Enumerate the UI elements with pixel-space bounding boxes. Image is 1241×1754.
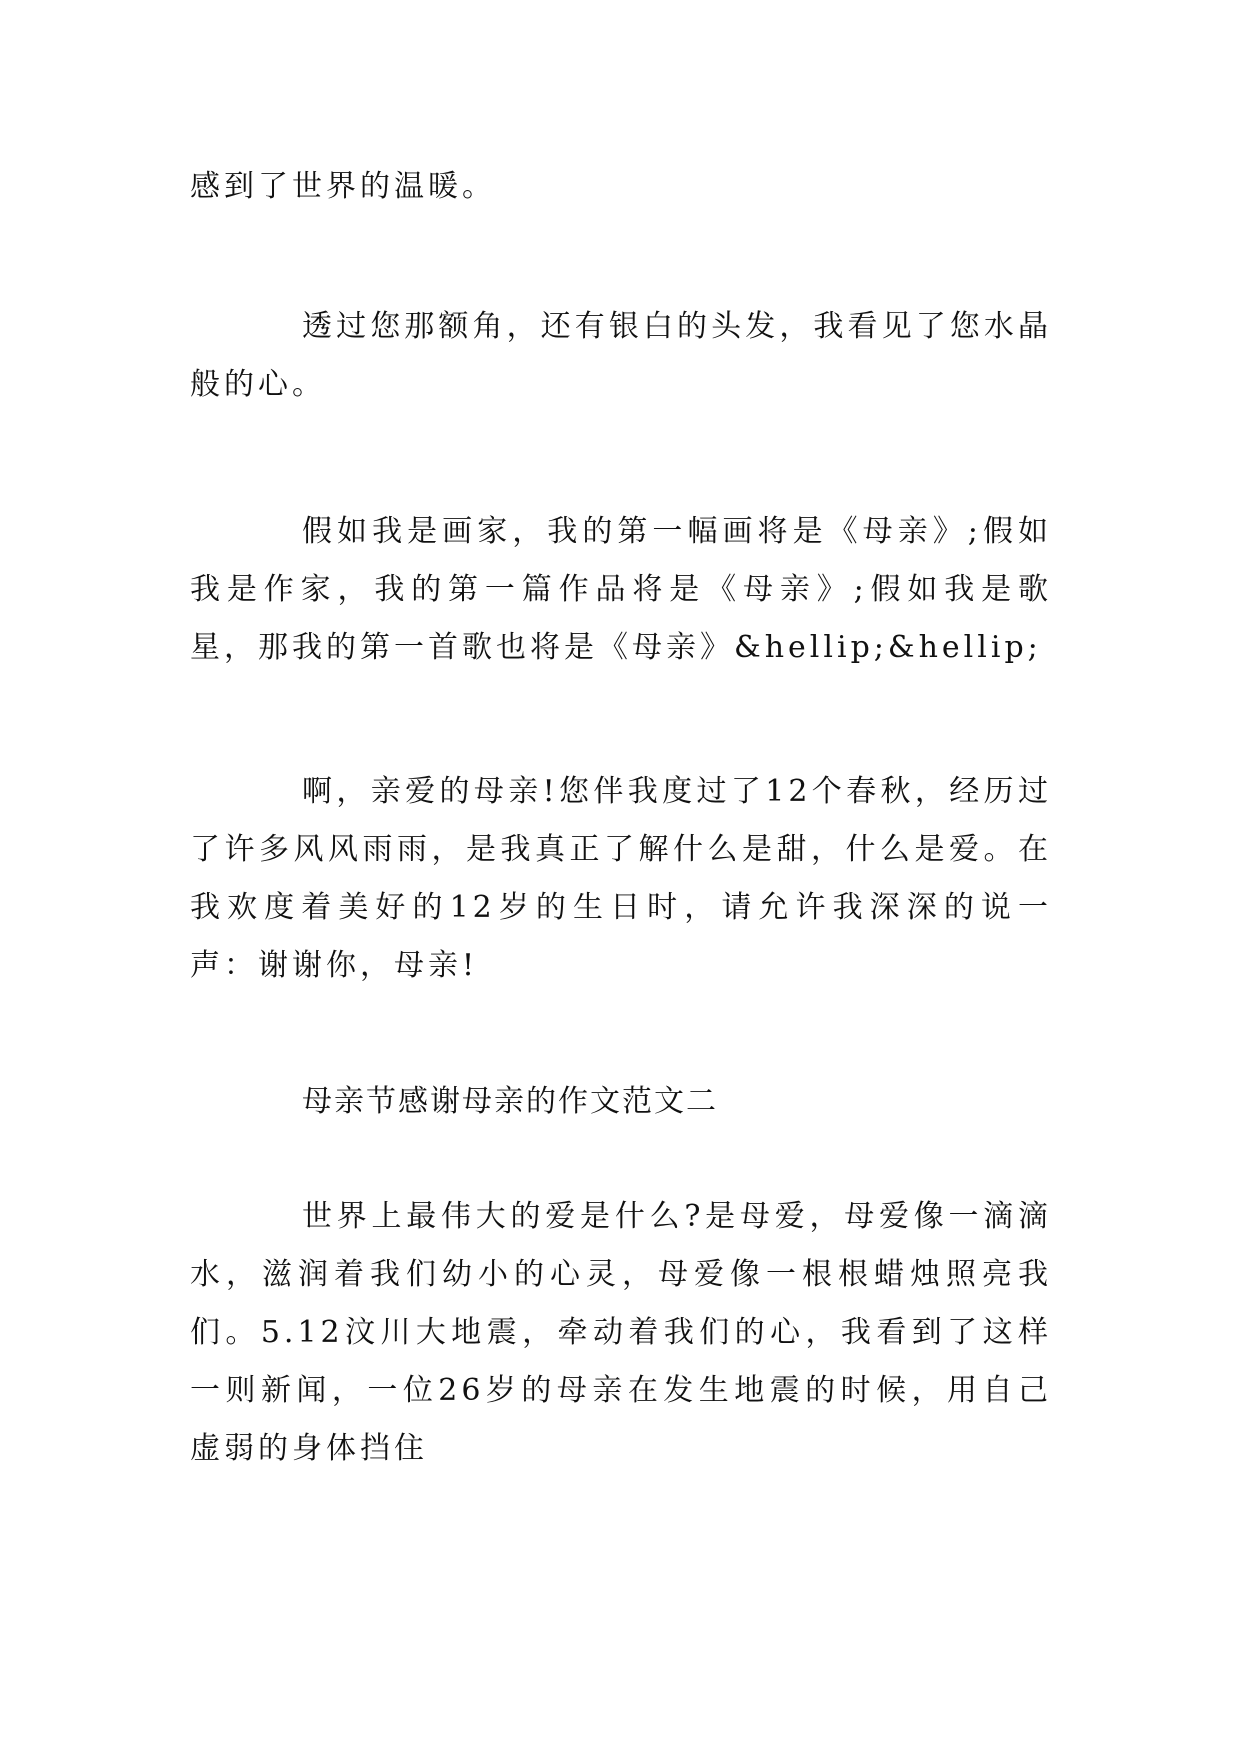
paragraph-silver-hair: 透过您那额角，还有银白的头发，我看见了您水晶般的心。 bbox=[190, 309, 1052, 402]
paragraph-dear-mother: 啊，亲爱的母亲!您伴我度过了12个春秋，经历过了许多风风雨雨，是我真正了解什么是甜，什么是爱。在我欢度着美好的12岁的生日时，请允许我深深的说一声：谢谢你，母亲! bbox=[190, 774, 1052, 983]
paragraph-if-i-were: 假如我是画家，我的第一幅画将是《母亲》;假如我是作家，我的第一篇作品将是《母亲》;假如我是歌星，那我的第一首歌也将是《母亲》&hellip;&hellip; bbox=[190, 514, 1052, 665]
paragraph-continuation: 感到了世界的温暖。 bbox=[190, 169, 496, 204]
section-heading: 母亲节感谢母亲的作文范文二 bbox=[302, 1084, 718, 1119]
paragraph-greatest-love: 世界上最伟大的爱是什么?是母爱，母爱像一滴滴水，滋润着我们幼小的心灵，母爱像一根根蜡烛照亮我们。5.12汶川大地震，牵动着我们的心，我看到了这样一则新闻，一位26岁的母亲在发生地震的时候，用自己虚弱的身体挡住 bbox=[190, 1199, 1052, 1466]
